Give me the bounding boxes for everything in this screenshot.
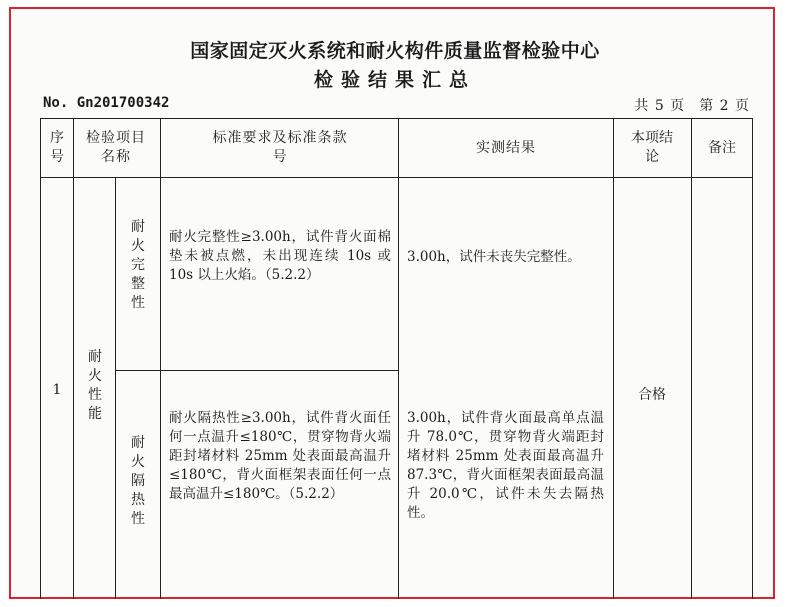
- column-divider: [73, 118, 74, 599]
- row-seq: 1: [52, 381, 62, 398]
- column-divider: [691, 118, 692, 599]
- remark-value: [695, 384, 749, 406]
- header-standard: 标准要求及标准条款号: [212, 130, 348, 165]
- header-result: 实测结果: [476, 139, 536, 156]
- subitem-name: 耐火隔热性: [131, 435, 145, 527]
- column-divider: [398, 118, 399, 599]
- subrow-divider: [115, 370, 398, 371]
- subitem-divider: [115, 177, 116, 599]
- standard-text: 耐火隔热性≥3.00h，试件背火面任何一点温升≤180℃，贯穿物背火端距封堵材料 25mm 处表面最高温升≤180℃，背火面框架表面任何一点最高温升≤180℃。（5.2.2）: [169, 410, 391, 502]
- document-title: 国家固定灭火系统和耐火构件质量监督检验中心: [190, 40, 600, 62]
- document-number: No. Gn201700342: [43, 95, 170, 111]
- header-divider: [40, 177, 753, 178]
- header-seq: 序号: [50, 130, 64, 165]
- header-remark: 备注: [708, 139, 736, 156]
- column-divider: [160, 118, 161, 599]
- header-conclusion: 本项结论: [631, 130, 673, 165]
- header-item: 检验项目名称: [86, 130, 146, 165]
- document-subtitle: 检验结果汇总: [313, 69, 476, 91]
- results-table: [40, 118, 753, 599]
- current-page: 第 2 页: [699, 98, 750, 114]
- page-indicator: [634, 95, 750, 115]
- conclusion-value: 合格: [638, 386, 666, 403]
- total-pages: 共 5 页: [634, 98, 686, 114]
- standard-text: 耐火完整性≥3.00h，试件背火面棉垫未被点燃，未出现连续 10s 或 10s 以上火焰。（5.2.2）: [169, 229, 391, 283]
- result-text: 3.00h，试件背火面最高单点温升 78.0℃，贯穿物背火端距封堵材料 25mm 处表面最高温升 87.3℃，背火面框架表面最高温升 20.0℃，试件未失去隔热性。: [407, 410, 604, 521]
- table-border-top: [40, 118, 753, 119]
- item-group-name: 耐火性能: [88, 349, 102, 422]
- table-border-right: [752, 118, 753, 599]
- result-text: 3.00h，试件未丧失完整性。: [407, 249, 581, 265]
- table-border-left: [40, 118, 41, 599]
- column-divider: [613, 118, 614, 599]
- subitem-name: 耐火完整性: [131, 219, 145, 311]
